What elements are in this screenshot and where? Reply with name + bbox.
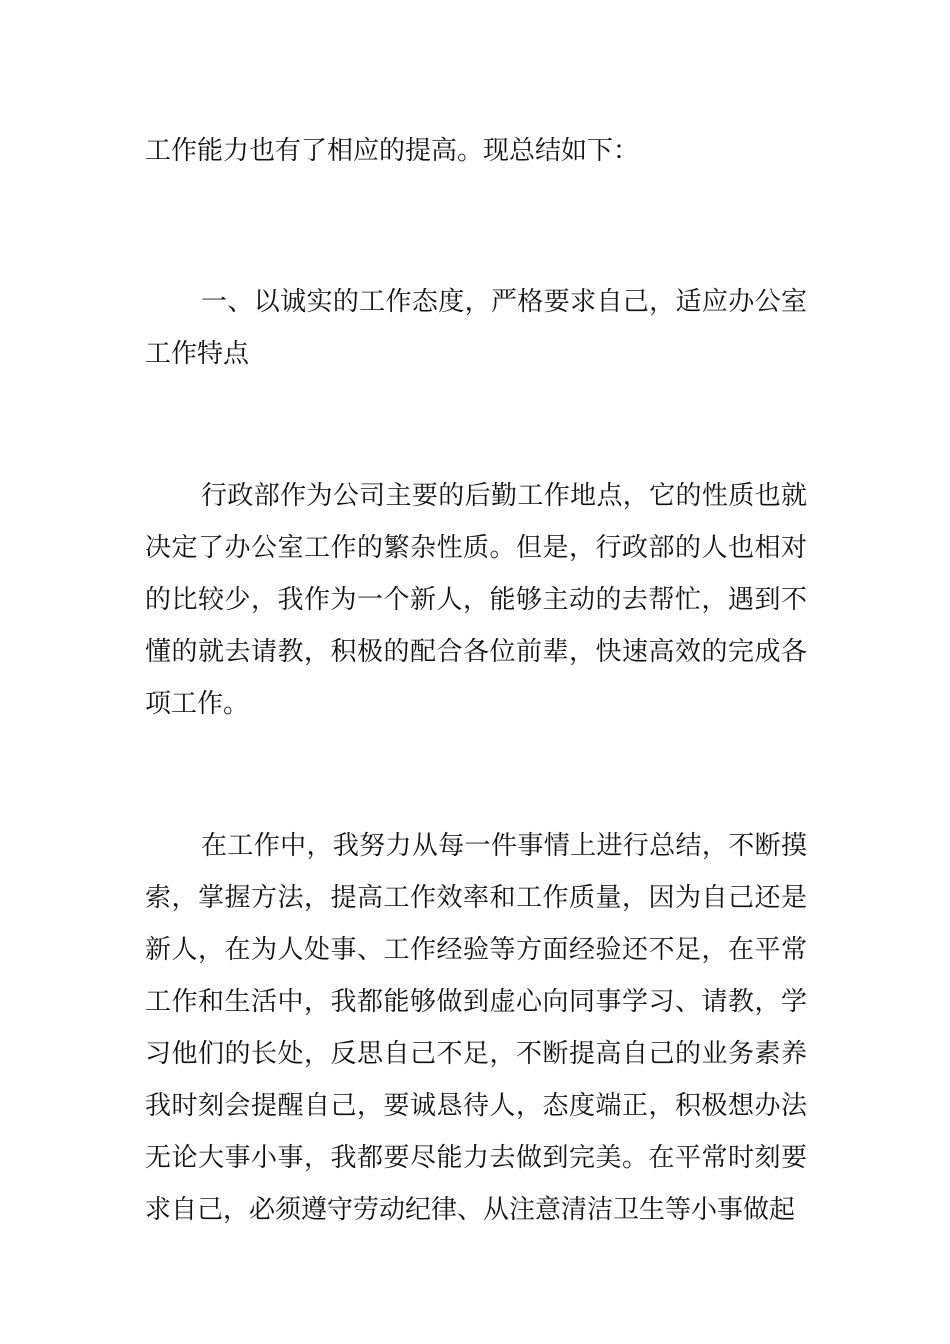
- section-heading: 一、以诚实的工作态度，严格要求自己，适应办公室工作特点: [145, 287, 807, 369]
- paragraph-work-summary: 在工作中，我努力从每一件事情上进行总结，不断摸索，掌握方法，提高工作效率和工作质量，因为自己还是新人，在为人处事、工作经验等方面经验还不足，在平常工作和生活中，我都能够做到虚心向同事学习、请教，学习他们的长处，反思自己不足，不断提高自己的业务素养我时刻会提醒自己，要诚恳待人，态度端正，积极想办法无论大事小事，我都要尽能力去做到完美。在平常时刻要求自己，必须遵守劳动纪律、从注意清洁卫生等小事做起: [145, 831, 807, 1225]
- paragraph-admin-dept: 行政部作为公司主要的后勤工作地点，它的性质也就决定了办公室工作的繁杂性质。但是，行政部的人也相对的比较少，我作为一个新人，能够主动的去帮忙，遇到不懂的就去请教，积极的配合各位前辈，快速高效的完成各项工作。: [145, 481, 807, 719]
- paragraph-continuation: 工作能力也有了相应的提高。现总结如下：: [145, 136, 640, 166]
